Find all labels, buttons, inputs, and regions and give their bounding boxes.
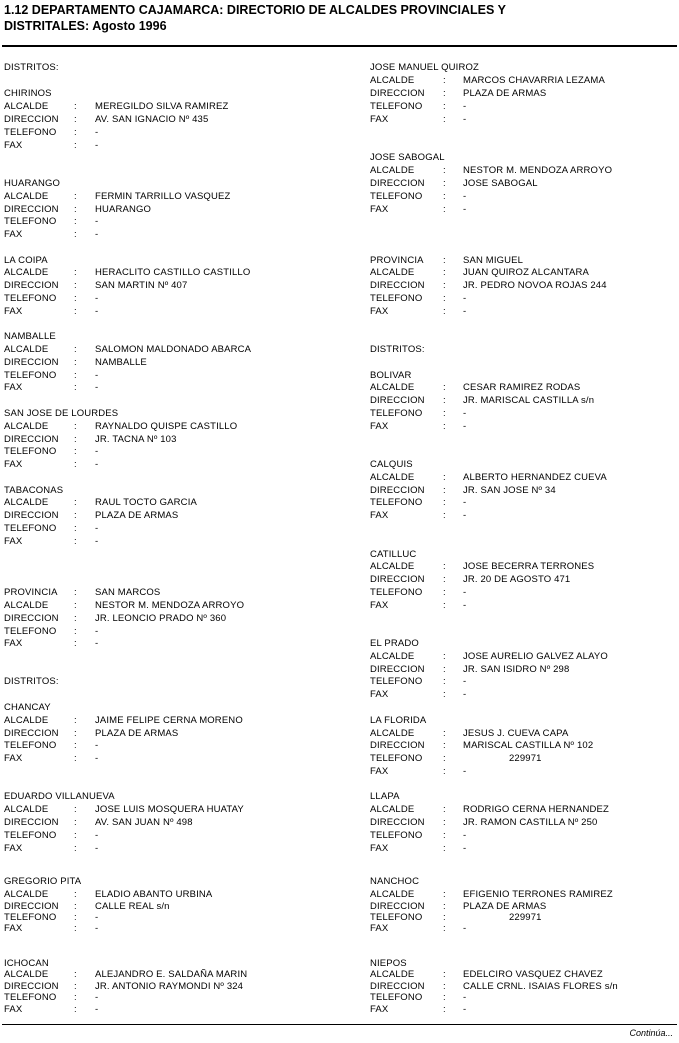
field-label: TELEFONO: [4, 830, 57, 841]
field-colon: :: [74, 817, 77, 828]
field-colon: :: [443, 204, 446, 215]
field-colon: :: [443, 75, 446, 86]
field-value: JAIME FELIPE CERNA MORENO: [95, 715, 243, 726]
field-label: DIRECCION: [370, 901, 425, 912]
page-title: [4, 2, 664, 34]
field-value: JR. RAMON CASTILLA Nº 250: [463, 817, 598, 828]
field-colon: :: [443, 293, 446, 304]
field-value: -: [463, 689, 467, 700]
field-label: DIRECCION: [370, 574, 425, 585]
field-colon: :: [443, 992, 446, 1003]
field-value: -: [463, 766, 467, 777]
district-name: HUARANGO: [4, 178, 61, 189]
field-value: EDELCIRO VASQUEZ CHAVEZ: [463, 969, 603, 980]
field-value: RAUL TOCTO GARCIA: [95, 497, 197, 508]
field-value: -: [95, 740, 99, 751]
field-label: ALCALDE: [370, 165, 415, 176]
district-name: NAMBALLE: [4, 331, 56, 342]
field-label: PROVINCIA: [4, 587, 58, 598]
field-value: JR. ANTONIO RAYMONDI Nº 324: [95, 981, 244, 992]
field-label: ALCALDE: [370, 651, 415, 662]
district-name: GREGORIO PITA: [4, 876, 82, 887]
field-colon: :: [443, 101, 446, 112]
field-value: JR. PEDRO NOVOA ROJAS 244: [463, 280, 607, 291]
field-label: DIRECCION: [370, 88, 425, 99]
field-value: -: [463, 510, 467, 521]
field-label: FAX: [370, 510, 389, 521]
field-label: DIRECCION: [370, 280, 425, 291]
field-value: JOSE BECERRA TERRONES: [463, 561, 595, 572]
field-value: 229971: [509, 912, 542, 923]
field-label: FAX: [370, 114, 389, 125]
field-value: PLAZA DE ARMAS: [463, 88, 547, 99]
field-value: HUARANGO: [95, 204, 152, 215]
field-label: FAX: [4, 229, 23, 240]
field-colon: :: [443, 88, 446, 99]
field-label: ALCALDE: [4, 969, 49, 980]
field-colon: :: [443, 114, 446, 125]
field-colon: :: [74, 382, 77, 393]
field-colon: :: [443, 664, 446, 675]
field-label: FAX: [370, 421, 389, 432]
districts-header: DISTRITOS:: [4, 676, 59, 687]
field-value: -: [95, 1004, 99, 1015]
field-colon: :: [443, 165, 446, 176]
field-value: -: [95, 830, 99, 841]
field-value: -: [463, 830, 467, 841]
field-value: MARISCAL CASTILLA Nº 102: [463, 740, 594, 751]
field-value: FERMIN TARRILLO VASQUEZ: [95, 191, 231, 202]
field-value: JESUS J. CUEVA CAPA: [463, 728, 569, 739]
district-name: CHIRINOS: [4, 88, 52, 99]
district-name: CATILLUC: [370, 549, 417, 560]
field-colon: :: [443, 395, 446, 406]
field-value: -: [95, 229, 99, 240]
field-label: PROVINCIA: [370, 255, 424, 266]
field-label: TELEFONO: [4, 523, 57, 534]
field-value: -: [463, 293, 467, 304]
top-rule: [2, 45, 677, 47]
field-value: SALOMON MALDONADO ABARCA: [95, 344, 252, 355]
field-label: DIRECCION: [4, 613, 59, 624]
field-label: TELEFONO: [4, 740, 57, 751]
field-value: ALEJANDRO E. SALDAÑA MARIN: [95, 969, 248, 980]
field-colon: :: [443, 817, 446, 828]
field-label: ALCALDE: [4, 344, 49, 355]
field-value: CALLE CRNL. ISAIAS FLORES s/n: [463, 981, 618, 992]
field-value: -: [95, 459, 99, 470]
field-colon: :: [443, 191, 446, 202]
field-label: FAX: [370, 923, 389, 934]
field-colon: :: [74, 267, 77, 278]
field-colon: :: [443, 574, 446, 585]
field-colon: :: [443, 889, 446, 900]
district-name: LA COIPA: [4, 255, 48, 266]
field-label: DIRECCION: [370, 664, 425, 675]
field-label: TELEFONO: [4, 127, 57, 138]
field-value: EFIGENIO TERRONES RAMIREZ: [463, 889, 613, 900]
field-value: -: [95, 638, 99, 649]
field-label: ALCALDE: [4, 191, 49, 202]
field-colon: :: [443, 651, 446, 662]
field-colon: :: [74, 357, 77, 368]
field-label: FAX: [4, 638, 23, 649]
field-value: -: [463, 587, 467, 598]
title-line-2: DISTRITALES: Agosto 1996: [4, 19, 167, 33]
field-label: TELEFONO: [4, 912, 57, 923]
field-label: ALCALDE: [370, 472, 415, 483]
field-value: AV. SAN JUAN Nº 498: [95, 817, 193, 828]
field-label: TELEFONO: [4, 626, 57, 637]
field-colon: :: [74, 127, 77, 138]
field-label: FAX: [370, 766, 389, 777]
field-label: FAX: [4, 382, 23, 393]
field-label: DIRECCION: [370, 817, 425, 828]
field-colon: :: [74, 912, 77, 923]
field-colon: :: [74, 843, 77, 854]
field-value: JUAN QUIROZ ALCANTARA: [463, 267, 589, 278]
field-colon: :: [443, 510, 446, 521]
district-name: LA FLORIDA: [370, 715, 427, 726]
field-label: FAX: [4, 1004, 23, 1015]
field-value: JOSE AURELIO GALVEZ ALAYO: [463, 651, 608, 662]
field-value: -: [463, 306, 467, 317]
district-name: TABACONAS: [4, 485, 64, 496]
field-value: -: [463, 497, 467, 508]
field-value: SAN MARTIN Nº 407: [95, 280, 188, 291]
district-name: CHANCAY: [4, 702, 51, 713]
field-colon: :: [74, 740, 77, 751]
field-colon: :: [443, 178, 446, 189]
field-label: TELEFONO: [4, 992, 57, 1003]
field-value: HERACLITO CASTILLO CASTILLO: [95, 267, 251, 278]
field-label: TELEFONO: [370, 912, 423, 923]
field-colon: :: [74, 497, 77, 508]
field-value: -: [95, 127, 99, 138]
field-colon: :: [74, 191, 77, 202]
field-colon: :: [443, 766, 446, 777]
field-value: -: [95, 992, 99, 1003]
field-colon: :: [74, 216, 77, 227]
field-label: DIRECCION: [370, 178, 425, 189]
field-value: JR. MARISCAL CASTILLA s/n: [463, 395, 595, 406]
field-colon: :: [443, 255, 446, 266]
field-label: FAX: [370, 689, 389, 700]
field-label: TELEFONO: [370, 587, 423, 598]
district-name: BOLIVAR: [370, 370, 412, 381]
field-value: AV. SAN IGNACIO Nº 435: [95, 114, 209, 125]
field-value: NESTOR M. MENDOZA ARROYO: [95, 600, 245, 611]
field-colon: :: [443, 408, 446, 419]
field-value: -: [95, 536, 99, 547]
field-colon: :: [443, 421, 446, 432]
field-value: -: [463, 204, 467, 215]
field-value: -: [95, 382, 99, 393]
field-value: JR. SAN JOSE Nº 34: [463, 485, 556, 496]
field-colon: :: [443, 306, 446, 317]
field-colon: :: [443, 280, 446, 291]
field-colon: :: [443, 485, 446, 496]
field-label: FAX: [4, 843, 23, 854]
field-value: -: [95, 140, 99, 151]
field-colon: :: [74, 229, 77, 240]
field-label: TELEFONO: [370, 293, 423, 304]
field-colon: :: [443, 1004, 446, 1015]
field-colon: :: [74, 306, 77, 317]
district-name: NANCHOC: [370, 876, 420, 887]
field-label: FAX: [4, 306, 23, 317]
field-colon: :: [74, 344, 77, 355]
field-colon: :: [74, 523, 77, 534]
field-colon: :: [443, 267, 446, 278]
districts-header: DISTRITOS:: [370, 344, 425, 355]
field-colon: :: [74, 830, 77, 841]
district-name: EL PRADO: [370, 638, 419, 649]
district-name: ICHOCAN: [4, 958, 49, 969]
district-name: EDUARDO VILLANUEVA: [4, 791, 115, 802]
field-label: TELEFONO: [370, 191, 423, 202]
field-colon: :: [443, 923, 446, 934]
field-value: -: [463, 923, 467, 934]
field-value: MEREGILDO SILVA RAMIREZ: [95, 101, 229, 112]
field-colon: :: [74, 293, 77, 304]
field-label: FAX: [370, 204, 389, 215]
field-colon: :: [443, 676, 446, 687]
field-value: -: [95, 626, 99, 637]
field-label: ALCALDE: [4, 421, 49, 432]
field-value: -: [463, 114, 467, 125]
field-colon: :: [74, 715, 77, 726]
field-value: JR. 20 DE AGOSTO 471: [463, 574, 571, 585]
field-label: TELEFONO: [370, 992, 423, 1003]
district-name: LLAPA: [370, 791, 400, 802]
field-label: FAX: [370, 306, 389, 317]
field-value: JR. TACNA Nº 103: [95, 434, 177, 445]
field-label: ALCALDE: [370, 728, 415, 739]
field-value: PLAZA DE ARMAS: [95, 728, 179, 739]
field-colon: :: [443, 969, 446, 980]
field-colon: :: [74, 114, 77, 125]
field-value: JOSE LUIS MOSQUERA HUATAY: [95, 804, 244, 815]
field-value: JR. SAN ISIDRO Nº 298: [463, 664, 570, 675]
field-label: ALCALDE: [370, 804, 415, 815]
field-value: -: [463, 676, 467, 687]
field-label: ALCALDE: [4, 101, 49, 112]
field-value: -: [463, 191, 467, 202]
field-label: ALCALDE: [370, 889, 415, 900]
field-colon: :: [74, 280, 77, 291]
field-label: DIRECCION: [370, 740, 425, 751]
field-label: DIRECCION: [4, 204, 59, 215]
field-value: -: [95, 523, 99, 534]
field-label: TELEFONO: [370, 676, 423, 687]
field-colon: :: [74, 613, 77, 624]
field-label: ALCALDE: [370, 75, 415, 86]
field-label: FAX: [4, 753, 23, 764]
field-label: DIRECCION: [4, 280, 59, 291]
field-label: ALCALDE: [370, 969, 415, 980]
field-colon: :: [443, 472, 446, 483]
field-colon: :: [74, 626, 77, 637]
field-label: ALCALDE: [4, 715, 49, 726]
field-label: ALCALDE: [370, 267, 415, 278]
field-value: NAMBALLE: [95, 357, 147, 368]
district-name: CALQUIS: [370, 459, 413, 470]
field-colon: :: [443, 382, 446, 393]
field-colon: :: [74, 434, 77, 445]
field-colon: :: [74, 536, 77, 547]
field-label: ALCALDE: [4, 600, 49, 611]
district-name: SAN JOSE DE LOURDES: [4, 408, 119, 419]
field-label: FAX: [370, 843, 389, 854]
field-label: FAX: [4, 459, 23, 470]
district-name: JOSE MANUEL QUIROZ: [370, 62, 479, 73]
field-label: TELEFONO: [370, 753, 423, 764]
field-value: -: [95, 923, 99, 934]
field-label: DIRECCION: [4, 981, 59, 992]
field-label: FAX: [4, 536, 23, 547]
field-value: MARCOS CHAVARRIA LEZAMA: [463, 75, 605, 86]
field-colon: :: [74, 969, 77, 980]
field-colon: :: [74, 510, 77, 521]
field-colon: :: [74, 446, 77, 457]
field-colon: :: [443, 561, 446, 572]
field-label: TELEFONO: [370, 497, 423, 508]
field-label: DIRECCION: [4, 114, 59, 125]
field-colon: :: [74, 889, 77, 900]
field-colon: :: [443, 912, 446, 923]
field-colon: :: [74, 600, 77, 611]
field-label: ALCALDE: [4, 889, 49, 900]
field-value: -: [95, 306, 99, 317]
field-label: TELEFONO: [370, 830, 423, 841]
title-line-1: 1.12 DEPARTAMENTO CAJAMARCA: DIRECTORIO DE ALCALDES PROVINCIALES Y: [4, 3, 506, 17]
field-label: TELEFONO: [4, 446, 57, 457]
field-value: JOSE SABOGAL: [463, 178, 538, 189]
districts-header: DISTRITOS:: [4, 62, 59, 73]
field-value: ELADIO ABANTO URBINA: [95, 889, 213, 900]
field-label: ALCALDE: [4, 804, 49, 815]
field-colon: :: [443, 689, 446, 700]
field-value: PLAZA DE ARMAS: [95, 510, 179, 521]
field-value: PLAZA DE ARMAS: [463, 901, 547, 912]
field-colon: :: [443, 497, 446, 508]
field-value: NESTOR M. MENDOZA ARROYO: [463, 165, 613, 176]
field-colon: :: [74, 753, 77, 764]
field-colon: :: [443, 728, 446, 739]
field-colon: :: [74, 923, 77, 934]
field-label: ALCALDE: [370, 382, 415, 393]
field-colon: :: [74, 140, 77, 151]
field-value: -: [463, 101, 467, 112]
field-value: -: [95, 912, 99, 923]
field-colon: :: [74, 1004, 77, 1015]
field-colon: :: [443, 600, 446, 611]
field-colon: :: [443, 740, 446, 751]
field-value: -: [463, 600, 467, 611]
field-label: DIRECCION: [4, 510, 59, 521]
field-label: DIRECCION: [4, 728, 59, 739]
field-value: -: [95, 753, 99, 764]
field-value: ALBERTO HERNANDEZ CUEVA: [463, 472, 607, 483]
field-colon: :: [74, 587, 77, 598]
district-name: JOSE SABOGAL: [370, 152, 445, 163]
bottom-rule: [2, 1024, 677, 1025]
field-colon: :: [443, 843, 446, 854]
continues-note: Continúa...: [629, 1028, 673, 1038]
field-value: -: [95, 216, 99, 227]
field-value: -: [95, 293, 99, 304]
field-colon: :: [74, 901, 77, 912]
field-label: DIRECCION: [4, 817, 59, 828]
field-value: -: [95, 370, 99, 381]
field-colon: :: [74, 370, 77, 381]
field-colon: :: [443, 587, 446, 598]
field-label: FAX: [370, 1004, 389, 1015]
field-label: DIRECCION: [4, 434, 59, 445]
field-colon: :: [74, 638, 77, 649]
field-label: TELEFONO: [4, 293, 57, 304]
field-colon: :: [443, 981, 446, 992]
field-value: 229971: [509, 753, 542, 764]
field-colon: :: [74, 101, 77, 112]
field-value: RODRIGO CERNA HERNANDEZ: [463, 804, 609, 815]
field-label: DIRECCION: [370, 485, 425, 496]
field-label: ALCALDE: [4, 267, 49, 278]
field-value: RAYNALDO QUISPE CASTILLO: [95, 421, 238, 432]
field-label: DIRECCION: [370, 981, 425, 992]
field-value: CALLE REAL s/n: [95, 901, 170, 912]
field-value: -: [463, 421, 467, 432]
field-label: TELEFONO: [370, 101, 423, 112]
field-value: SAN MARCOS: [95, 587, 161, 598]
field-value: CESAR RAMIREZ RODAS: [463, 382, 581, 393]
field-colon: :: [443, 804, 446, 815]
field-label: FAX: [370, 600, 389, 611]
field-label: ALCALDE: [4, 497, 49, 508]
field-colon: :: [443, 830, 446, 841]
field-colon: :: [74, 992, 77, 1003]
field-label: FAX: [4, 923, 23, 934]
field-colon: :: [443, 753, 446, 764]
field-label: DIRECCION: [4, 901, 59, 912]
field-label: TELEFONO: [4, 216, 57, 227]
field-label: DIRECCION: [370, 395, 425, 406]
field-colon: :: [74, 804, 77, 815]
field-colon: :: [74, 981, 77, 992]
field-colon: :: [74, 728, 77, 739]
field-colon: :: [74, 204, 77, 215]
field-label: DIRECCION: [4, 357, 59, 368]
field-label: TELEFONO: [370, 408, 423, 419]
field-value: SAN MIGUEL: [463, 255, 524, 266]
field-colon: :: [74, 459, 77, 470]
field-value: -: [463, 408, 467, 419]
field-label: FAX: [4, 140, 23, 151]
field-label: TELEFONO: [4, 370, 57, 381]
district-name: NIEPOS: [370, 958, 407, 969]
field-value: -: [95, 446, 99, 457]
field-colon: :: [74, 421, 77, 432]
field-value: -: [95, 843, 99, 854]
field-value: JR. LEONCIO PRADO Nº 360: [95, 613, 227, 624]
field-value: -: [463, 1004, 467, 1015]
field-value: -: [463, 992, 467, 1003]
field-value: -: [463, 843, 467, 854]
field-label: ALCALDE: [370, 561, 415, 572]
field-colon: :: [443, 901, 446, 912]
